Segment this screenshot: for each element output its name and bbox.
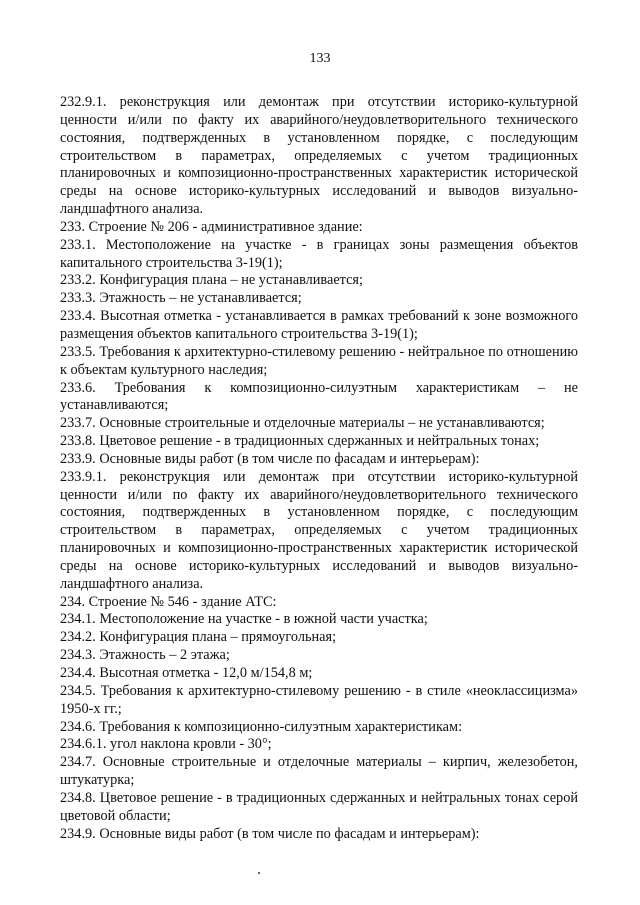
paragraph-234-9: 234.9. Основные виды работ (в том числе по фасадам и интерьерам): (60, 825, 480, 842)
paragraph-232-9-1: 232.9.1. реконструкция или демонтаж при отсутствии историко-культурной ценности и/или по факту их аварийного/неудовлетворительного технического состояния, подтвержденных в установленном порядке, с последующим строительством в параметрах, определяемых с учетом традиционных планировочных и композиционно-пространственных характеристик исторической среды на основе историко-культурных исследований и выводов визуально-ландшафтного анализа. (60, 94, 578, 218)
paragraph-233-3: 233.3. Этажность – не устанавливается; (60, 290, 302, 307)
paragraph-234: 234. Строение № 546 - здание АТС: (60, 593, 277, 610)
paragraph-233-9: 233.9. Основные виды работ (в том числе по фасадам и интерьерам): (60, 450, 480, 467)
scan-dot-mark (258, 872, 260, 874)
paragraph-233-1: 233.1. Местоположение на участке - в границах зоны размещения объектов капитального строительства 3-19(1); (60, 236, 578, 271)
paragraph-233-5: 233.5. Требования к архитектурно-стилевому решению - нейтральное по отношению к объектам культурного наследия; (60, 343, 578, 378)
paragraph-234-5: 234.5. Требования к архитектурно-стилевому решению - в стиле «неоклассицизма» 1950-х гг.; (60, 682, 578, 717)
paragraph-233-9-1: 233.9.1. реконструкция или демонтаж при отсутствии историко-культурной ценности и/или по факту их аварийного/неудовлетворительного технического состояния, подтвержденных в установленном порядке, с последующим строительством в параметрах, определяемых с учетом традиционных планировочных и композиционно-пространственных характеристик исторической среды на основе историко-культурных исследований и выводов визуально-ландшафтного анализа. (60, 468, 578, 592)
paragraph-233-2: 233.2. Конфигурация плана – не устанавливается; (60, 272, 363, 289)
paragraph-234-2: 234.2. Конфигурация плана – прямоугольная; (60, 629, 337, 646)
paragraph-234-3: 234.3. Этажность – 2 этажа; (60, 647, 230, 664)
paragraph-233: 233. Строение № 206 - административное здание: (60, 218, 363, 235)
paragraph-234-7: 234.7. Основные строительные и отделочные материалы – кирпич, железобетон, штукатурка; (60, 754, 578, 789)
page-number: 133 (309, 51, 331, 66)
paragraph-234-6-1: 234.6.1. угол наклона кровли - 30°; (60, 736, 272, 753)
paragraph-233-4: 233.4. Высотная отметка - устанавливается в рамках требований к зоне возможного размещения объектов капитального строительства 3-19(1); (60, 308, 578, 342)
document-body (60, 94, 578, 843)
paragraph-234-8: 234.8. Цветовое решение - в традиционных сдержанных и нейтральных тонах серой цветовой области; (60, 789, 578, 824)
paragraph-233-7: 233.7. Основные строительные и отделочные материалы – не устанавливаются; (60, 415, 545, 432)
paragraph-234-4: 234.4. Высотная отметка - 12,0 м/154,8 м; (60, 665, 313, 681)
paragraph-233-6: 233.6. Требования к композиционно-силуэтным характеристикам – не устанавливаются; (60, 379, 578, 414)
paragraph-234-6: 234.6. Требования к композиционно-силуэтным характеристикам: (60, 718, 463, 735)
paragraph-234-1: 234.1. Местоположение на участке - в южной части участка; (60, 611, 428, 628)
paragraph-233-8: 233.8. Цветовое решение - в традиционных сдержанных и нейтральных тонах; (60, 433, 540, 450)
